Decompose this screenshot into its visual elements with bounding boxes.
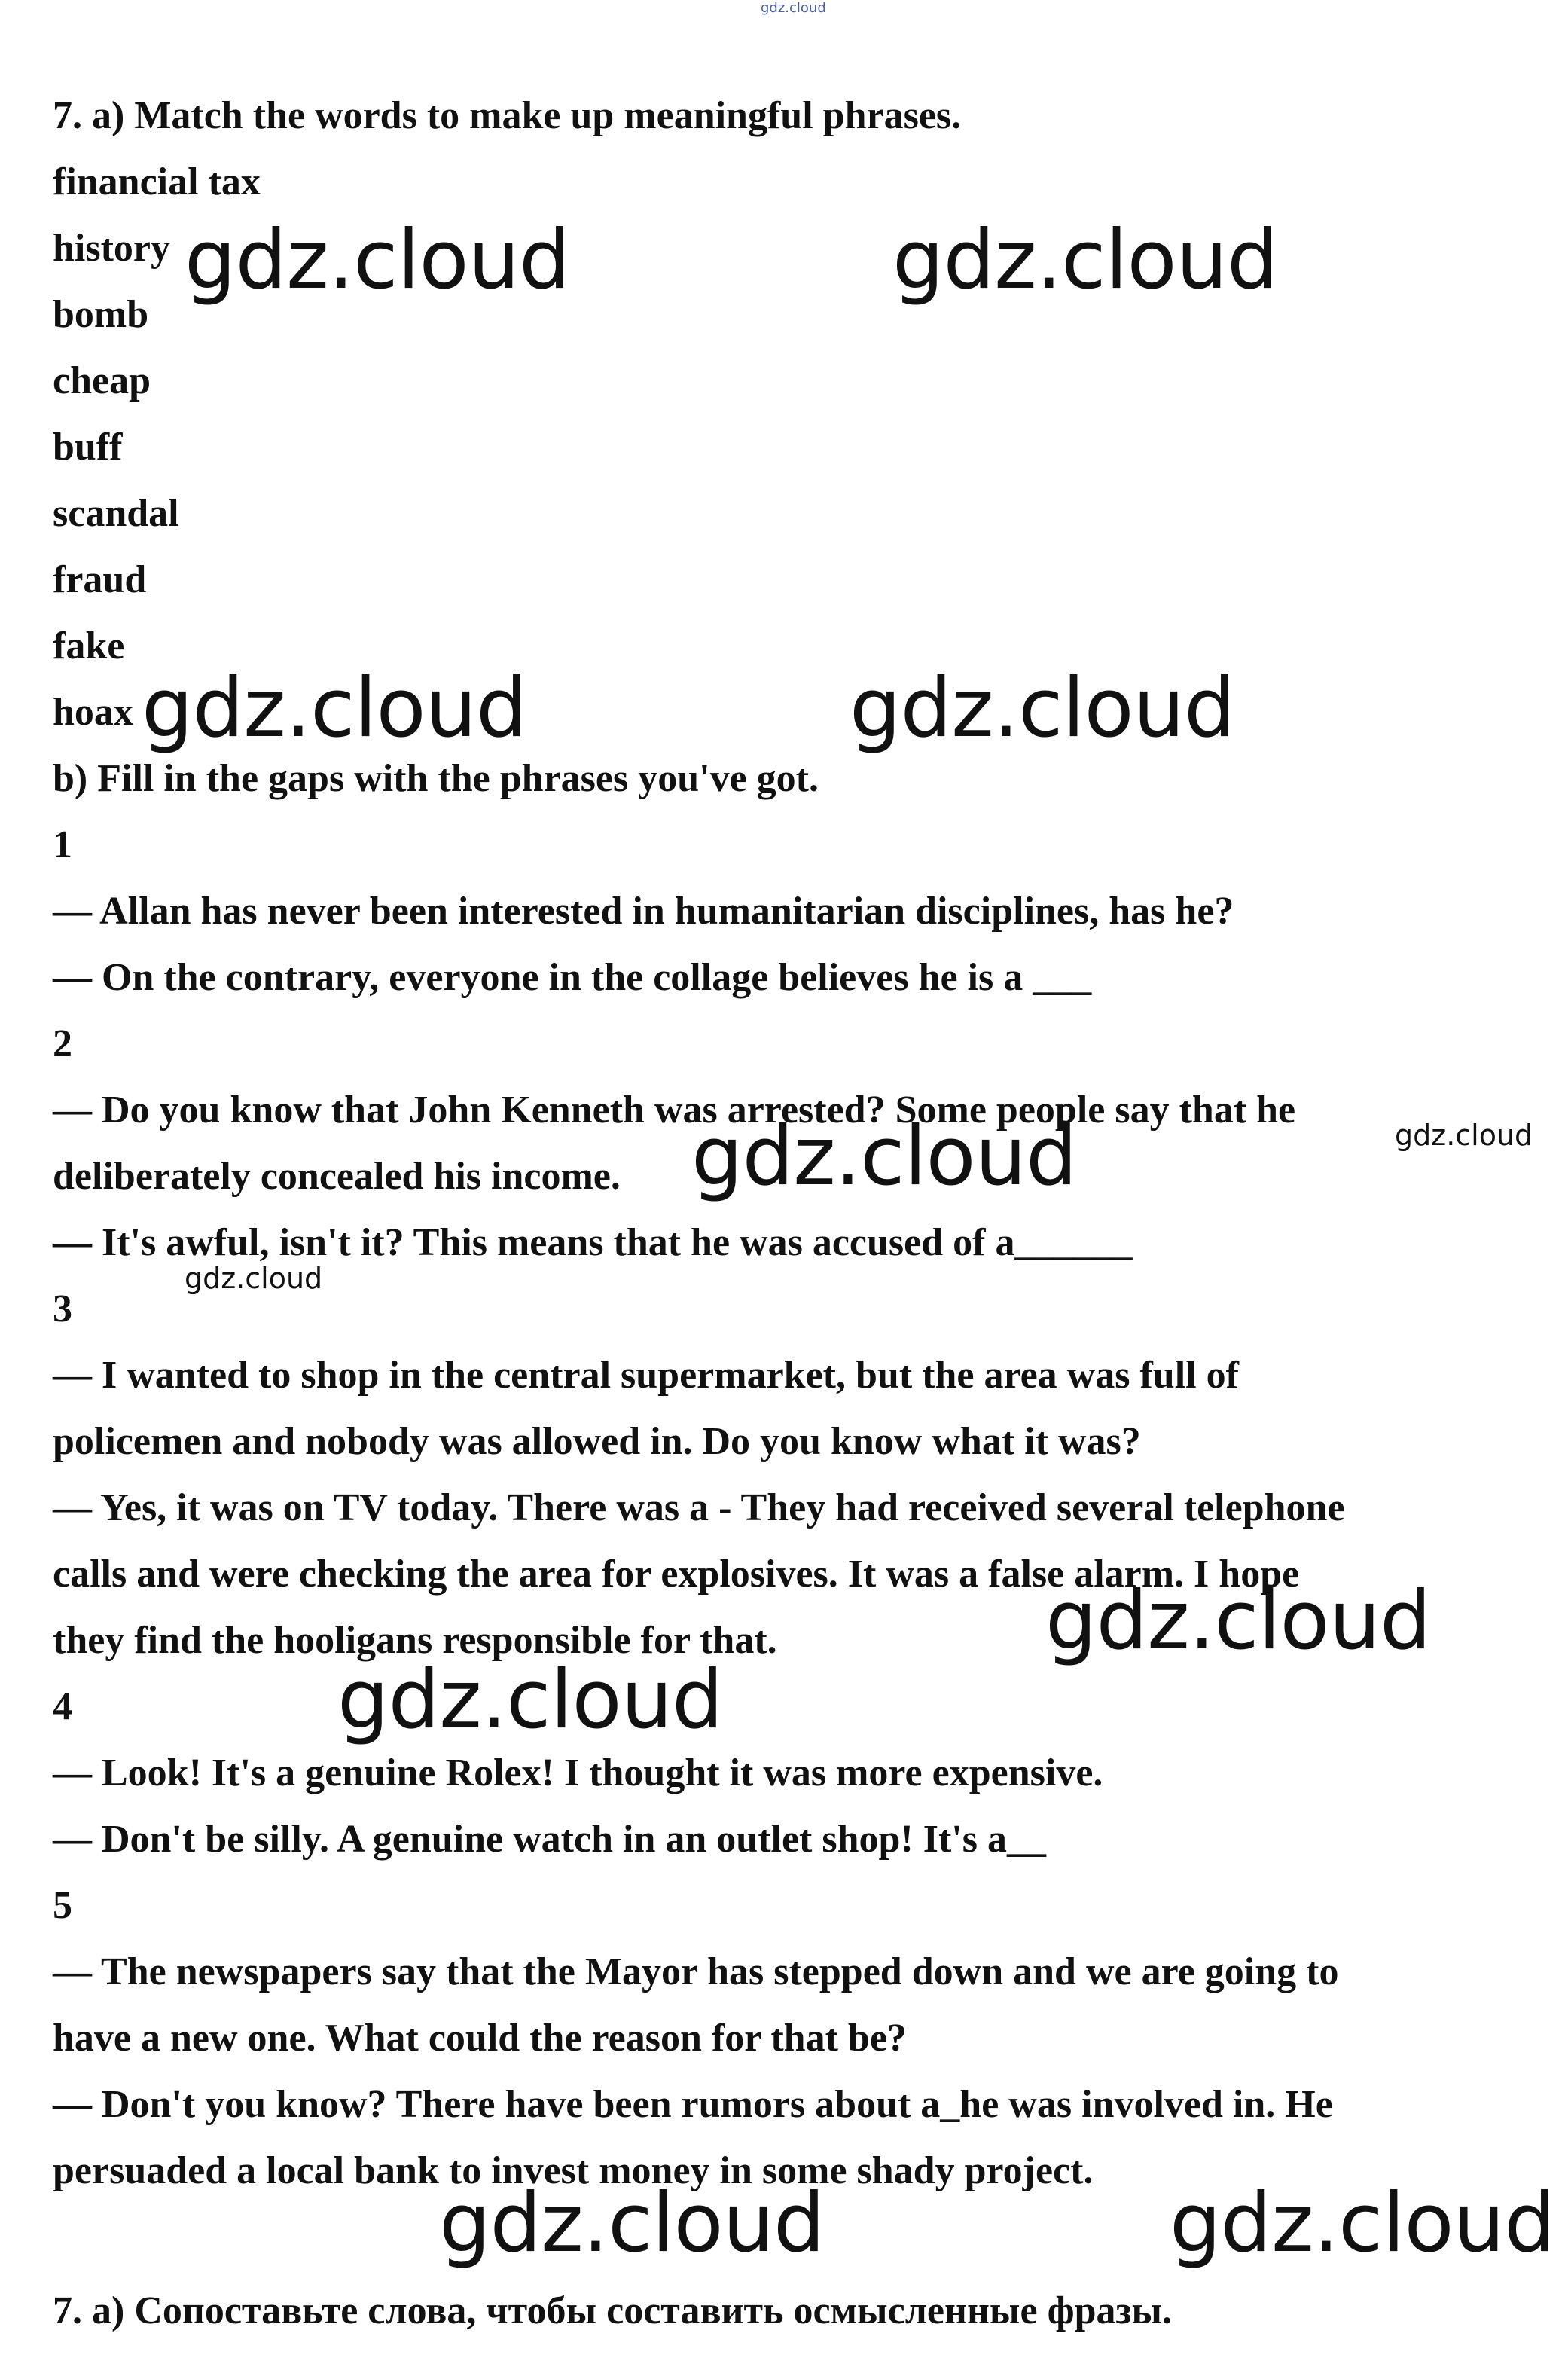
watermark: gdz.cloud	[185, 213, 570, 307]
watermark: gdz.cloud	[850, 661, 1235, 756]
dialogue-number: 5	[53, 1884, 72, 1927]
word-item: fake	[53, 625, 125, 667]
dialogue-line: — On the contrary, everyone in the collage believes he is a ___	[53, 956, 1092, 999]
watermark: gdz.cloud	[1045, 1574, 1431, 1668]
word-item: scandal	[53, 492, 179, 535]
dialogue-line: policemen and nobody was allowed in. Do you know what it was?	[53, 1420, 1141, 1463]
watermark: gdz.cloud	[439, 2176, 825, 2271]
dialogue-line: — It's awful, isn't it? This means that he was accused of a______	[53, 1221, 1133, 1264]
dialogue-line: deliberately concealed his income.	[53, 1155, 621, 1198]
dialogue-line: calls and were checking the area for explosives. It was a false alarm. I hope	[53, 1553, 1300, 1596]
top-watermark: gdz.cloud	[761, 0, 826, 16]
word-item: history	[53, 227, 170, 270]
word-item: cheap	[53, 359, 151, 402]
word-item: hoax	[53, 691, 133, 734]
watermark: gdz.cloud	[142, 661, 527, 756]
exercise-title: 7. a) Match the words to make up meaningful phrases.	[53, 94, 962, 137]
dialogue-line: they find the hooligans responsible for that.	[53, 1619, 777, 1662]
dialogue-line: — I wanted to shop in the central supermarket, but the area was full of	[53, 1354, 1239, 1397]
dialogue-line: — Don't be silly. A genuine watch in an outlet shop! It's a__	[53, 1818, 1046, 1861]
watermark: gdz.cloud	[892, 213, 1278, 307]
watermark: gdz.cloud	[337, 1653, 723, 1747]
dialogue-line: — Yes, it was on TV today. There was a - They had received several telephone	[53, 1486, 1345, 1529]
dialogue-number: 3	[53, 1287, 72, 1330]
dialogue-line: — The newspapers say that the Mayor has stepped down and we are going to	[53, 1950, 1339, 1993]
task-b-heading: b) Fill in the gaps with the phrases you've got.	[53, 757, 819, 800]
watermark: gdz.cloud	[1170, 2176, 1555, 2271]
dialogue-line: — Do you know that John Kenneth was arrested? Some people say that he	[53, 1089, 1296, 1132]
dialogue-line: — Don't you know? There have been rumors about a_he was involved in. He	[53, 2083, 1333, 2126]
word-item: buff	[53, 426, 123, 469]
watermark: gdz.cloud	[691, 1110, 1077, 1204]
dialogue-number: 2	[53, 1022, 72, 1065]
watermark: gdz.cloud	[1395, 1119, 1533, 1152]
dialogue-number: 1	[53, 823, 72, 866]
dialogue-number: 4	[53, 1685, 72, 1728]
dialogue-line: persuaded a local bank to invest money in some shady project.	[53, 2149, 1094, 2192]
dialogue-line: — Allan has never been interested in humanitarian disciplines, has he?	[53, 890, 1234, 933]
watermark: gdz.cloud	[185, 1262, 323, 1295]
word-item: fraud	[53, 558, 147, 601]
dialogue-line: have a new one. What could the reason for that be?	[53, 2017, 907, 2060]
word-item: financial tax	[53, 160, 261, 203]
word-item: bomb	[53, 293, 149, 336]
exercise-title-russian: 7. а) Сопоставьте слова, чтобы составить осмысленные фразы.	[53, 2289, 1172, 2332]
dialogue-line: — Look! It's a genuine Rolex! I thought it was more expensive.	[53, 1751, 1103, 1794]
